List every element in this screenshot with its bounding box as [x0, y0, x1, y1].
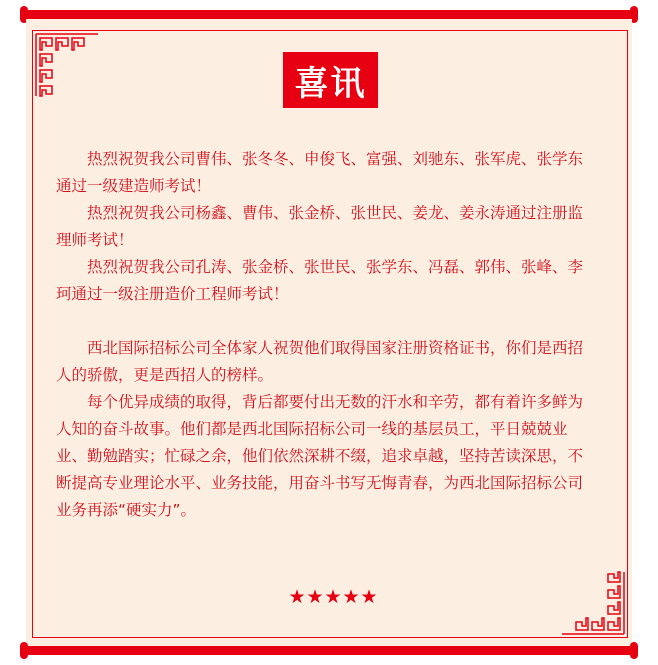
article-body — [56, 146, 596, 524]
star-icon: ★ — [342, 586, 360, 608]
star-divider — [288, 586, 378, 609]
paragraph-congrats-cost-engineer: 热烈祝贺我公司孔涛、张金桥、张世民、张学东、冯磊、郭伟、张峰、李珂通过一级注册造价工程师考试！ — [56, 258, 584, 303]
star-icon: ★ — [306, 586, 324, 608]
bottom-left-scroll-cap — [20, 642, 28, 659]
bottom-right-fret-ornament — [558, 568, 628, 638]
bottom-right-scroll-cap — [630, 642, 638, 659]
paragraph-effort: 每个优异成绩的取得，背后都要付出无数的汗水和辛劳，都有着许多鲜为人知的奋斗故事。他们都是西北国际招标公司一线的基层员工，平日兢兢业业、勤勉踏实；忙碌之余，他们依然深耕不缀，追求卓越，坚持苦读深思，不断提高专业理论水平、业务技能，用奋斗书写无悔青春，为西北国际招标公司业务再添“硬实力”。 — [56, 393, 584, 519]
paragraph-congrats-supervisor: 热烈祝贺我公司杨鑫、曹伟、张金桥、张世民、姜龙、姜永涛通过注册监理师考试！ — [56, 204, 584, 249]
top-left-fret-ornament — [32, 30, 102, 100]
star-icon: ★ — [288, 586, 306, 608]
paragraph-gap — [56, 308, 596, 335]
star-icon: ★ — [324, 586, 342, 608]
star-icon: ★ — [360, 586, 378, 608]
top-scroll-bar — [26, 10, 632, 19]
bottom-scroll-bar — [26, 646, 632, 655]
paragraph-congrats-constructor: 热烈祝贺我公司曹伟、张冬冬、申俊飞、富强、刘驰东、张军虎、张学东通过一级建造师考试！ — [56, 150, 584, 195]
paragraph-company-congrats: 西北国际招标公司全体家人祝贺他们取得国家注册资格证书，你们是西招人的骄傲，更是西招人的榜样。 — [56, 339, 584, 384]
page-title: 喜讯 — [283, 52, 378, 108]
